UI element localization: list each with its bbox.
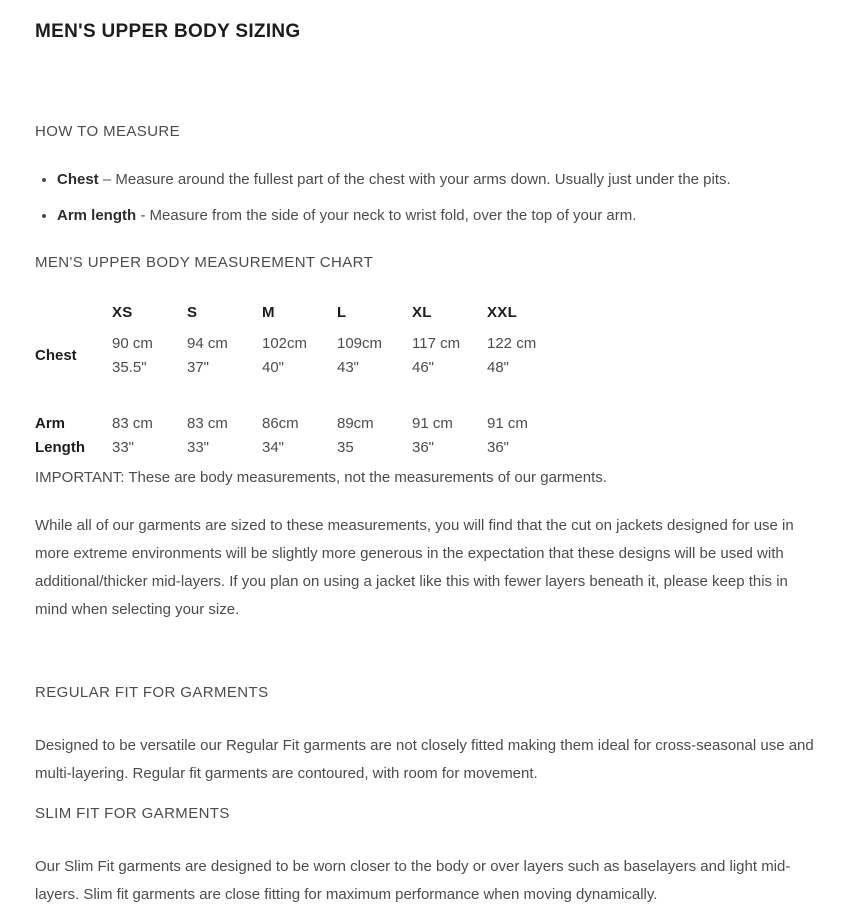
size-cell	[412, 412, 487, 460]
cm-value: 102cm	[262, 335, 308, 352]
inch-value: 35.5"	[112, 359, 147, 376]
inch-value: 36"	[487, 439, 510, 456]
measure-description: Measure from the side of your neck to wrist fold, over the top of your arm.	[149, 207, 637, 224]
inch-value: 37"	[187, 359, 210, 376]
section-heading-regular-fit: REGULAR FIT FOR GARMENTS	[35, 684, 269, 701]
cm-value: 109cm	[337, 335, 383, 352]
row-label-arm-length: Arm Length	[35, 415, 85, 456]
cm-value: 86cm	[262, 415, 299, 432]
size-column-header-xl: XL	[412, 304, 432, 321]
cm-value: 94 cm	[187, 335, 228, 352]
regular-fit-description: Designed to be versatile our Regular Fit garments are not closely fitted making them ideal for cross-seasonal use and multi-layering. Regular fit garments are contoured, with room for movement.	[35, 737, 814, 782]
list-item-arm-length	[57, 207, 819, 224]
size-chart-table	[35, 304, 562, 460]
section-heading-how-to-measure: HOW TO MEASURE	[35, 123, 181, 140]
cm-value: 91 cm	[487, 415, 528, 432]
size-column-header-s: S	[187, 304, 198, 321]
size-chart-corner-cell	[35, 304, 112, 332]
cm-value: 91 cm	[412, 415, 453, 432]
size-column-header-l: L	[337, 304, 347, 321]
size-column-header-xs: XS	[112, 304, 133, 321]
size-column-header-xxl: XXL	[487, 304, 518, 321]
cm-value: 89cm	[337, 415, 374, 432]
inch-value: 36"	[412, 439, 435, 456]
size-cell	[262, 332, 337, 412]
measure-separator: –	[98, 171, 116, 188]
inch-value: 43"	[337, 359, 360, 376]
cm-value: 117 cm	[412, 335, 461, 352]
table-row-chest	[35, 332, 562, 412]
slim-fit-description: Our Slim Fit garments are designed to be worn closer to the body or over layers such as baselayers and light mid-layers. Slim fit garments are close fitting for maximum performance when moving dynamically.	[35, 858, 791, 903]
list-item-chest	[57, 171, 819, 188]
inch-value: 48"	[487, 359, 510, 376]
section-heading-slim-fit: SLIM FIT FOR GARMENTS	[35, 805, 230, 822]
size-cell	[112, 332, 187, 412]
size-column-header-m: M	[262, 304, 275, 321]
size-cell	[487, 412, 562, 460]
inch-value: 33"	[112, 439, 135, 456]
inch-value: 40"	[262, 359, 285, 376]
cm-value: 122 cm	[487, 335, 537, 352]
inch-value: 34"	[262, 439, 285, 456]
size-chart-header-row	[35, 304, 562, 332]
section-heading-measurement-chart: MEN'S UPPER BODY MEASUREMENT CHART	[35, 254, 374, 271]
inch-value: 35	[337, 439, 354, 456]
table-row-arm-length	[35, 412, 562, 460]
measure-instructions-list	[35, 171, 819, 224]
measure-description: Measure around the fullest part of the chest with your arms down. Usually just under the pits.	[115, 171, 731, 188]
page-title: MEN'S UPPER BODY SIZING	[35, 21, 301, 42]
important-note: IMPORTANT: These are body measurements, not the measurements of our garments.	[35, 469, 607, 486]
cm-value: 83 cm	[112, 415, 153, 432]
size-cell	[337, 412, 412, 460]
cm-value: 90 cm	[112, 335, 153, 352]
size-cell	[112, 412, 187, 460]
inch-value: 46"	[412, 359, 435, 376]
size-cell	[487, 332, 562, 412]
measure-term: Arm length	[57, 207, 137, 224]
size-cell	[187, 412, 262, 460]
row-label-chest: Chest	[35, 347, 77, 364]
size-cell	[412, 332, 487, 412]
inch-value: 33"	[187, 439, 210, 456]
cm-value: 83 cm	[187, 415, 228, 432]
size-cell	[337, 332, 412, 412]
measure-term: Chest	[57, 171, 99, 188]
measure-separator: -	[136, 207, 150, 224]
size-cell	[187, 332, 262, 412]
garment-cut-note: While all of our garments are sized to these measurements, you will find that the cut on jackets designed for use in more extreme environments will be slightly more generous in the expectation that these designs will be used with additional/thicker mid-layers. If you plan on using a jacket like this with fewer layers beneath it, please keep this in mind when selecting your size.	[35, 517, 794, 618]
size-cell	[262, 412, 337, 460]
